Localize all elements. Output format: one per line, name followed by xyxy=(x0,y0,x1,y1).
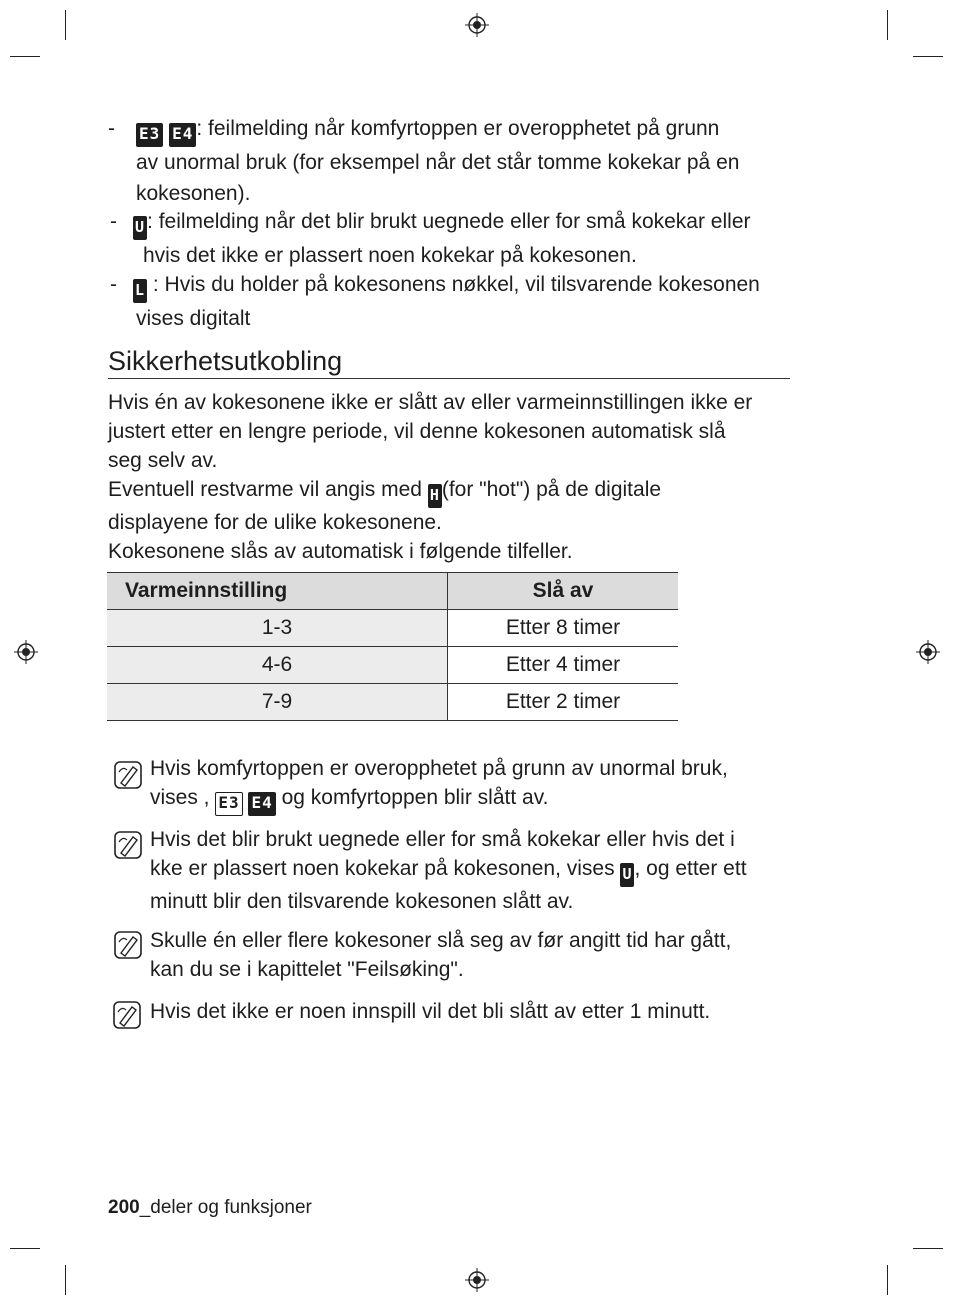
error-item-e3-e4 xyxy=(136,113,856,209)
note-icon xyxy=(113,830,143,860)
crop-mark xyxy=(65,10,66,40)
list-dash: - xyxy=(108,117,115,140)
page-footer xyxy=(108,1196,312,1220)
table-header: Slå av xyxy=(448,573,679,610)
error-code-e3: E3 xyxy=(215,792,242,816)
error-text-cont: hvis det ikke er plassert noen kokekar på kokesonen. xyxy=(143,244,637,267)
registration-mark-icon xyxy=(916,640,940,664)
crop-mark xyxy=(887,1265,888,1295)
error-text: : feilmelding når komfyrtoppen er overopphetet på grunn xyxy=(196,117,720,140)
crop-mark xyxy=(913,1248,943,1249)
note-icon xyxy=(112,1000,142,1030)
registration-mark-icon xyxy=(465,13,489,37)
table-cell: 7-9 xyxy=(107,684,448,721)
error-code-e4: E4 xyxy=(248,792,275,816)
error-item-u xyxy=(133,206,853,271)
registration-mark-icon xyxy=(465,1268,489,1292)
table-header: Varmeinnstilling xyxy=(107,573,448,610)
error-code-l: L xyxy=(133,279,147,303)
list-dash: - xyxy=(110,273,117,296)
crop-mark xyxy=(10,1248,40,1249)
list-dash: - xyxy=(110,210,117,233)
note-unsuitable-cookware: Hvis det blir brukt uegnede eller for små kokekar eller hvis det i kke er plassert noen kokekar på kokesonen, vises U, og etter ett minutt blir den tilsvarende kokesonen slått av. xyxy=(150,828,747,913)
page-number: 200 xyxy=(108,1197,140,1218)
table-row xyxy=(107,610,678,647)
error-item-l xyxy=(133,269,853,334)
section-paragraph: Hvis én av kokesonene ikke er slått av eller varmeinnstillingen ikke er justert etter en lengre periode, vil denne kokesonen automatisk slå seg selv av. Eventuell restvarme vil angis med H(for "hot") på de digitale displayene for de ulike kokesonene. Kokesonene slås av automatisk i følgende tilfeller. xyxy=(108,391,753,563)
crop-mark xyxy=(887,10,888,40)
note-icon xyxy=(113,760,143,790)
error-code-u: U xyxy=(620,863,634,887)
section-title: Sikkerhetsutkobling xyxy=(108,344,790,379)
crop-mark xyxy=(10,56,40,57)
crop-mark xyxy=(65,1265,66,1295)
note-overheat: Hvis komfyrtoppen er overopphetet på grunn av unormal bruk, vises , E3 E4 og komfyrtoppen blir slått av. xyxy=(150,754,840,816)
error-code-u: U xyxy=(133,216,147,240)
crop-mark xyxy=(913,56,943,57)
registration-mark-icon xyxy=(14,640,38,664)
note-early-shutoff: Skulle én eller flere kokesoner slå seg av før angitt tid har gått, kan du se i kapittelet "Feilsøking". xyxy=(150,929,732,981)
error-text-cont: vises digitalt xyxy=(136,307,251,330)
table-cell: 4-6 xyxy=(107,647,448,684)
hot-indicator-code: H xyxy=(428,484,442,508)
error-code-e3: E3 xyxy=(136,123,163,147)
error-text-cont: av unormal bruk (for eksempel når det står tomme kokekar på en xyxy=(136,151,740,174)
table-cell: Etter 2 timer xyxy=(448,684,679,721)
error-text-cont: kokesonen). xyxy=(136,182,251,205)
note-icon xyxy=(113,930,143,960)
table-header-row xyxy=(107,573,678,610)
table-row xyxy=(107,684,678,721)
error-text: : Hvis du holder på kokesonens nøkkel, vil tilsvarende kokesonen xyxy=(147,273,760,296)
error-code-e4: E4 xyxy=(169,123,196,147)
table-cell: Etter 8 timer xyxy=(448,610,679,647)
table-cell: 1-3 xyxy=(107,610,448,647)
footer-section: _deler og funksjoner xyxy=(139,1197,312,1218)
table-cell: Etter 4 timer xyxy=(448,647,679,684)
error-text: : feilmelding når det blir brukt uegnede eller for små kokekar eller xyxy=(147,210,751,233)
note-no-input: Hvis det ikke er noen innspill vil det bli slått av etter 1 minutt. xyxy=(150,1000,711,1023)
table-row xyxy=(107,647,678,684)
shutoff-table xyxy=(107,572,678,721)
